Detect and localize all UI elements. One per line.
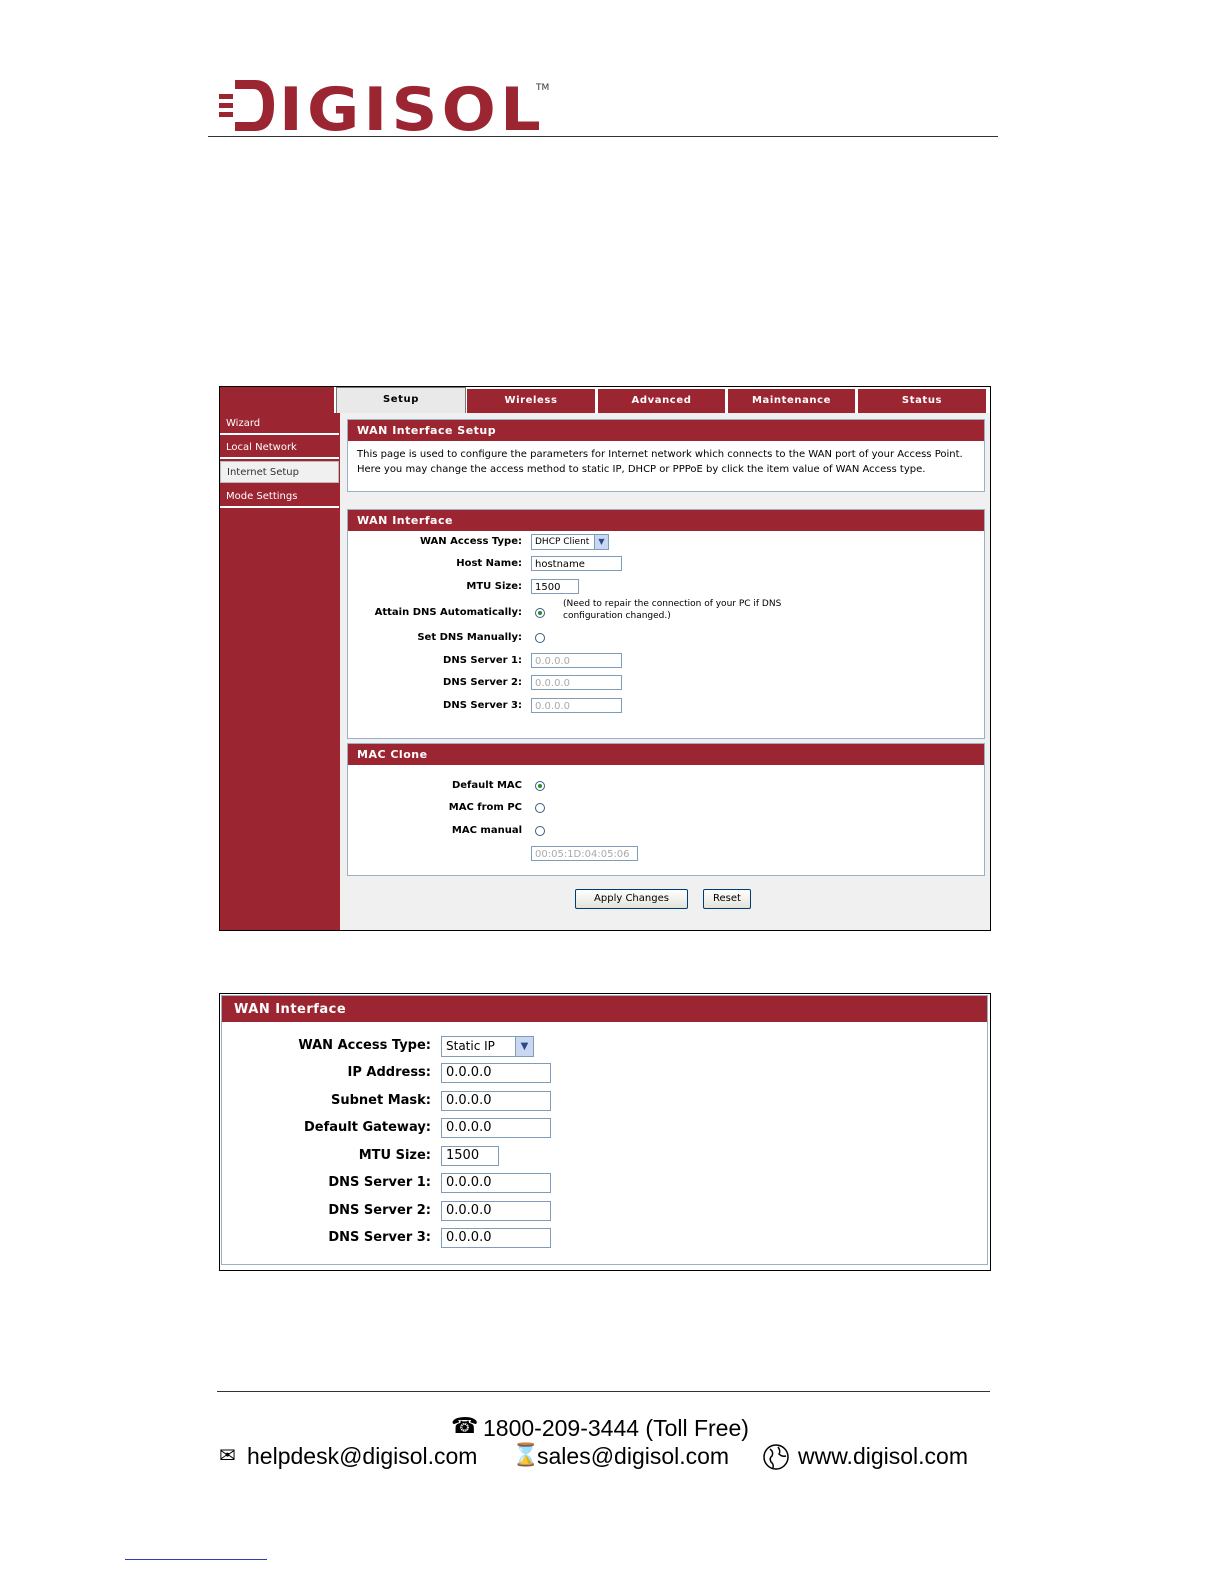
subnet-mask-input[interactable]: 0.0.0.0	[441, 1091, 551, 1111]
panel-title: WAN Interface	[348, 510, 984, 531]
sidebar-item-local-network[interactable]: Local Network	[220, 437, 339, 459]
tab-status[interactable]: Status	[858, 389, 986, 413]
set-dns-manually-radio[interactable]	[535, 633, 545, 643]
default-gateway-label: Default Gateway:	[303, 1120, 431, 1135]
toll-free-number: 1800-209-3444 (Toll Free)	[483, 1415, 749, 1441]
mtu-size-label: MTU Size:	[358, 1148, 431, 1163]
chevron-down-icon: ▼	[594, 535, 608, 549]
apply-changes-button[interactable]: Apply Changes	[575, 889, 688, 909]
wan-access-type-label: WAN Access Type:	[298, 1038, 431, 1053]
digisol-logo	[219, 78, 559, 134]
footer-divider	[217, 1391, 990, 1392]
dns-server-2-label: DNS Server 2:	[443, 677, 522, 688]
mac-from-pc-radio[interactable]	[535, 803, 545, 813]
page-description: This page is used to configure the parameters for Internet network which connects to the WAN port of your Access Point. Here you may change the access method to static IP, DHCP or PPPoE by click the item value of WAN Access type.	[357, 449, 963, 475]
mtu-size-input[interactable]: 1500	[531, 579, 579, 594]
svg-text:IGISOL: IGISOL	[279, 78, 545, 134]
attain-dns-label: Attain DNS Automatically:	[374, 607, 522, 618]
default-mac-label: Default MAC	[451, 780, 522, 791]
router-setup-screenshot	[219, 386, 991, 931]
tab-advanced[interactable]: Advanced	[598, 389, 725, 413]
tab-setup[interactable]: Setup	[336, 387, 466, 414]
mtu-size-label: MTU Size:	[466, 581, 522, 592]
dns-server-3-input[interactable]: 0.0.0.0	[441, 1228, 551, 1248]
reset-button[interactable]: Reset	[703, 889, 751, 909]
dns-server-1-label: DNS Server 1:	[443, 655, 522, 666]
attain-dns-radio[interactable]	[535, 608, 545, 618]
mac-clone-panel	[347, 743, 985, 876]
dns-server-2-input[interactable]: 0.0.0.0	[441, 1201, 551, 1221]
wan-interface-panel	[347, 509, 985, 739]
panel-title: WAN Interface Setup	[348, 420, 984, 441]
host-name-input[interactable]: hostname	[531, 556, 622, 571]
website-url[interactable]: www.digisol.com	[798, 1443, 968, 1469]
top-tab-bar	[220, 387, 990, 413]
envelope-icon: ✉	[219, 1443, 236, 1467]
dns-server-3-label: DNS Server 3:	[443, 700, 522, 711]
host-name-label: Host Name:	[456, 558, 522, 569]
mac-from-pc-label: MAC from PC	[448, 802, 522, 813]
wan-access-type-select[interactable]: Static IP ▼	[441, 1036, 534, 1057]
panel-title: MAC Clone	[348, 744, 984, 765]
subnet-mask-label: Subnet Mask:	[330, 1093, 431, 1108]
tab-maintenance[interactable]: Maintenance	[728, 389, 855, 413]
attain-dns-note: (Need to repair the connection of your PC if DNS configuration changed.)	[563, 599, 782, 621]
sidebar-item-wizard[interactable]: Wizard	[220, 413, 339, 435]
wan-access-type-label: WAN Access Type:	[419, 536, 522, 547]
mtu-size-input[interactable]: 1500	[441, 1146, 499, 1166]
ip-address-label: IP Address:	[347, 1065, 431, 1080]
chevron-down-icon: ▼	[515, 1037, 533, 1056]
hourglass-icon: ⌛	[512, 1443, 540, 1468]
wan-setup-intro-panel	[347, 419, 985, 492]
default-mac-radio[interactable]	[535, 781, 545, 791]
panel-title: WAN Interface	[222, 996, 987, 1022]
dns-server-2-input[interactable]: 0.0.0.0	[531, 675, 622, 690]
main-content	[341, 413, 990, 930]
helpdesk-email[interactable]: helpdesk@digisol.com	[247, 1443, 478, 1469]
svg-text:TM: TM	[536, 83, 550, 93]
ip-address-input[interactable]: 0.0.0.0	[441, 1063, 551, 1083]
phone-icon: ☎	[451, 1414, 479, 1439]
sidebar-item-mode-settings[interactable]: Mode Settings	[220, 486, 339, 508]
sidebar-item-internet-setup[interactable]: Internet Setup	[220, 461, 339, 483]
dns-server-1-input[interactable]: 0.0.0.0	[531, 653, 622, 668]
dns-server-1-input[interactable]: 0.0.0.0	[441, 1173, 551, 1193]
dns-server-2-label: DNS Server 2:	[328, 1203, 431, 1218]
dns-server-3-input[interactable]: 0.0.0.0	[531, 698, 622, 713]
tab-wireless[interactable]: Wireless	[467, 389, 595, 413]
tab-bar-spacer	[220, 387, 334, 413]
set-dns-manually-label: Set DNS Manually:	[417, 632, 522, 643]
wan-interface-panel-static	[221, 995, 988, 1265]
default-gateway-input[interactable]: 0.0.0.0	[441, 1118, 551, 1138]
globe-icon	[762, 1443, 790, 1471]
sidebar	[220, 413, 340, 930]
footnote-link-underline	[125, 1559, 267, 1560]
wan-access-type-select[interactable]: DHCP Client ▼	[531, 534, 609, 550]
header-divider	[208, 136, 998, 137]
static-ip-screenshot	[219, 993, 991, 1271]
mac-manual-radio[interactable]	[535, 826, 545, 836]
dns-server-3-label: DNS Server 3:	[328, 1230, 431, 1245]
mac-manual-label: MAC manual	[451, 825, 522, 836]
dns-server-1-label: DNS Server 1:	[328, 1175, 431, 1190]
sales-email[interactable]: sales@digisol.com	[537, 1443, 730, 1469]
mac-manual-input[interactable]: 00:05:1D:04:05:06	[531, 846, 638, 861]
